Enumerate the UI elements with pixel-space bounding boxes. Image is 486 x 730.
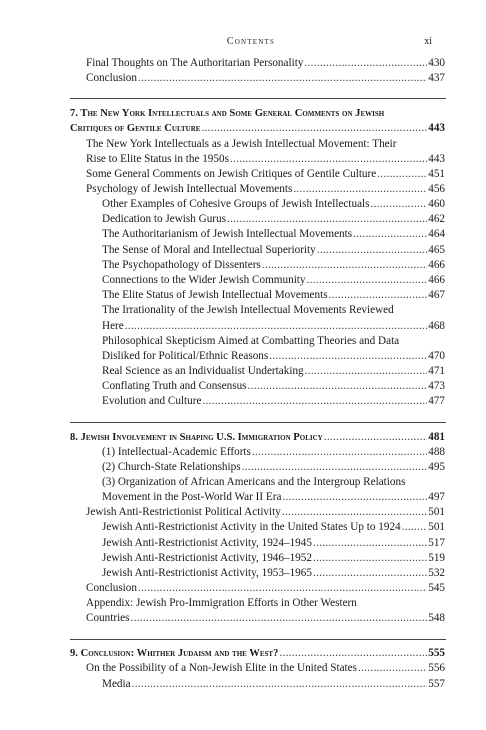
toc-entry-title: Rise to Elite Status in the 1950s — [86, 153, 229, 165]
toc-subentry[interactable] — [0, 393, 486, 410]
toc-entry-page: 471 — [428, 365, 445, 377]
toc-entry-page: 477 — [428, 395, 445, 407]
toc-entry-page: 517 — [428, 537, 445, 549]
toc-entry-page: 532 — [428, 567, 445, 579]
toc-entry-title: Conflating Truth and Consensus — [102, 380, 247, 392]
toc-entry-title: Appendix: Jewish Pro-Immigration Efforts in Other Western — [86, 597, 357, 609]
toc-entry-page: 466 — [428, 259, 445, 271]
toc-entry-title: The Authoritarianism of Jewish Intellectual Movements — [102, 228, 353, 240]
toc-entry-page: 470 — [428, 350, 445, 362]
chapter-title: 7. The New York Intellectuals and Some General Comments on Jewish — [70, 108, 385, 119]
toc-entry-page: 519 — [428, 552, 445, 564]
chapter-divider — [70, 422, 446, 423]
chapter-title: Critiques of Gentile Culture — [70, 123, 201, 134]
toc-entry-page: 464 — [428, 228, 445, 240]
toc-entry-title: Jewish Anti-Restrictionist Activity, 1924–1945 — [102, 537, 312, 549]
toc-entry[interactable] — [0, 70, 486, 87]
toc-entry-title: Dedication to Jewish Gurus — [102, 213, 226, 225]
toc-entry-title: Psychology of Jewish Intellectual Movements — [86, 183, 293, 195]
toc-subentry[interactable] — [0, 226, 486, 243]
toc-leader-dots — [131, 610, 428, 627]
toc-entry-page: 497 — [428, 491, 445, 503]
toc-entry-title: The Psychopathology of Dissenters — [102, 259, 261, 271]
chapter-divider — [70, 639, 446, 640]
toc-entry-title: Jewish Anti-Restrictionist Political Activity — [86, 506, 281, 518]
toc-entry-page: 460 — [428, 198, 445, 210]
toc-entry-title: Countries — [86, 612, 130, 624]
chapter-page: 443 — [428, 122, 445, 134]
toc-entry-page: 501 — [428, 506, 445, 518]
toc-entry-title: Jewish Anti-Restrictionist Activity, 1953–1965 — [102, 567, 312, 579]
toc-entry-page: 456 — [428, 183, 445, 195]
toc-entry-title: The Elite Status of Jewish Intellectual Movements — [102, 289, 328, 301]
toc-entry-page: 468 — [428, 320, 445, 332]
toc-entry-page: 443 — [428, 153, 445, 165]
toc-entry-title: Here — [102, 320, 124, 332]
toc-subentry[interactable] — [0, 519, 486, 536]
toc-entry-title: Movement in the Post-World War II Era — [102, 491, 282, 503]
toc-leader-dots — [358, 660, 427, 677]
toc-entry-title: The New York Intellectuals as a Jewish Intellectual Movement: Their — [86, 138, 397, 150]
toc-entry-title: (1) Intellectual-Academic Efforts — [102, 446, 251, 458]
toc-entry-title: Other Examples of Cohesive Groups of Jewish Intellectuals — [102, 198, 370, 210]
toc-entry-title: Real Science as an Individualist Undertaking — [102, 365, 304, 377]
toc-entry-page: 451 — [428, 168, 445, 180]
toc-entry-title: Disliked for Political/Ethnic Reasons — [102, 350, 269, 362]
toc-leader-dots — [353, 226, 427, 243]
toc-entry-page: 557 — [428, 678, 445, 690]
chapter-page: 481 — [428, 431, 445, 443]
toc-entry-title: Connections to the Wider Jewish Community — [102, 274, 306, 286]
page-number: xi — [424, 36, 432, 47]
toc-leader-dots — [201, 120, 427, 137]
toc-leader-dots — [138, 70, 427, 87]
toc-entry-title: Some General Comments on Jewish Critiques of Gentile Culture — [86, 168, 377, 180]
toc-entry-title: Evolution and Culture — [102, 395, 202, 407]
toc-entry-page: 473 — [428, 380, 445, 392]
toc-entry-page: 545 — [428, 582, 445, 594]
chapter-heading[interactable] — [0, 120, 486, 137]
toc-entry-title: Philosophical Skepticism Aimed at Combatting Theories and Data — [102, 335, 400, 347]
toc-entry-title: (3) Organization of African Americans and the Intergroup Relations — [102, 476, 406, 488]
chapter-title: 8. Jewish Involvement in Shaping U.S. Immigration Policy — [70, 432, 323, 443]
chapter-page: 555 — [428, 647, 445, 659]
toc-entry-page: 488 — [428, 446, 445, 458]
toc-entry-title: Conclusion — [86, 72, 137, 84]
toc-entry-title: Media — [102, 678, 131, 690]
toc-entry-page: 430 — [428, 57, 445, 69]
toc-entry-title: (2) Church-State Relationships — [102, 461, 241, 473]
running-header — [70, 36, 432, 50]
toc-entry-page: 556 — [428, 662, 445, 674]
toc-entry-page: 465 — [428, 244, 445, 256]
toc-entry-page: 462 — [428, 213, 445, 225]
toc-entry-page: 437 — [428, 72, 445, 84]
toc-leader-dots — [132, 676, 428, 693]
toc-subentry[interactable] — [0, 676, 486, 693]
toc-entry-page: 548 — [428, 612, 445, 624]
toc-entry-page: 467 — [428, 289, 445, 301]
toc-subentry[interactable] — [0, 302, 486, 319]
toc-entry[interactable] — [0, 660, 486, 677]
toc-entry-page: 501 — [428, 521, 445, 533]
toc-entry-title: Jewish Anti-Restrictionist Activity, 1946–1952 — [102, 552, 312, 564]
toc-entry-title: Final Thoughts on The Authoritarian Personality — [86, 57, 304, 69]
toc-entry-title: The Sense of Moral and Intellectual Superiority — [102, 244, 316, 256]
toc-entry-page: 495 — [428, 461, 445, 473]
toc-leader-dots — [202, 393, 427, 410]
toc-entry-title: On the Possibility of a Non-Jewish Elite in the United States — [86, 662, 357, 674]
toc-entry-title: Conclusion — [86, 582, 137, 594]
toc-entry-title: The Irrationality of the Jewish Intellectual Movements Reviewed — [102, 304, 394, 316]
toc-entry[interactable] — [0, 610, 486, 627]
chapter-title: 9. Conclusion: Whither Judaism and the West? — [70, 648, 279, 659]
chapter-divider — [70, 98, 446, 99]
toc-leader-dots — [402, 519, 428, 536]
toc-entry-page: 466 — [428, 274, 445, 286]
toc-entry-title: Jewish Anti-Restrictionist Activity in the United States Up to 1924 — [102, 521, 401, 533]
running-header-title: Contents — [226, 36, 276, 47]
